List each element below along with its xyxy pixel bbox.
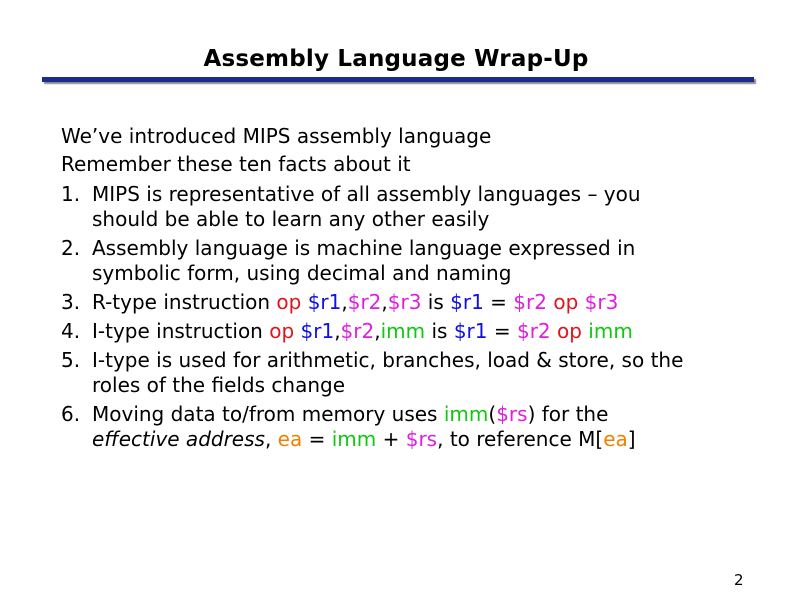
- comma: ,: [381, 290, 388, 314]
- fact-item-1: [61, 182, 761, 232]
- comma: ,: [374, 319, 381, 343]
- fact-item-2: [61, 236, 761, 286]
- register-r1-token: $r1: [453, 319, 488, 343]
- fact-item-6: [61, 402, 761, 452]
- fact-text-line: should be able to learn any other easily: [92, 207, 490, 231]
- fact-text-line: roles of the fields change: [92, 373, 346, 397]
- fact-item-3: [61, 290, 761, 315]
- ea-token: ea: [277, 427, 303, 451]
- slide-title: Assembly Language Wrap-Up: [203, 46, 589, 72]
- text-run: , to reference M[: [437, 427, 604, 451]
- page-number: 2: [734, 571, 744, 589]
- fact-number: 3.: [61, 290, 81, 314]
- text-run: ,: [264, 427, 278, 451]
- register-r3-token: $r3: [387, 290, 422, 314]
- text-run: is: [421, 290, 451, 314]
- slide-body: [61, 122, 761, 452]
- ea-token: ea: [603, 427, 628, 451]
- text-run: Moving data to/from memory uses: [92, 402, 444, 426]
- fact-number: 1.: [61, 182, 81, 206]
- comma: ,: [334, 319, 341, 343]
- text-run: +: [376, 427, 406, 451]
- fact-text-line: Assembly language is machine language expressed in: [92, 236, 636, 260]
- fact-text-line: symbolic form, using decimal and naming: [92, 261, 512, 285]
- text-run: I-type instruction: [92, 319, 270, 343]
- fact-text-line: MIPS is representative of all assembly languages – you: [92, 182, 641, 206]
- fact-number: 2.: [61, 236, 81, 260]
- fact-item-5: [61, 348, 761, 398]
- comma: ,: [341, 290, 348, 314]
- register-r1-token: $r1: [307, 290, 342, 314]
- text-run: =: [302, 427, 332, 451]
- title-divider: [42, 77, 754, 82]
- register-r1-token: $r1: [300, 319, 335, 343]
- register-r1-token: $r1: [450, 290, 484, 314]
- fact-text-line: [92, 402, 761, 427]
- fact-number: 6.: [61, 402, 81, 426]
- text-run: is: [425, 319, 454, 343]
- intro-line-1: We’ve introduced MIPS assembly language: [61, 124, 492, 148]
- fact-number: 4.: [61, 319, 81, 343]
- fact-text-line: [92, 319, 761, 344]
- fact-item-4: [61, 319, 761, 344]
- op-token: op: [557, 319, 582, 343]
- register-rs-token: $rs: [496, 402, 528, 426]
- text-run: =: [483, 290, 514, 314]
- imm-token: imm: [331, 427, 377, 451]
- paren: ): [527, 402, 536, 426]
- text-run: for the: [535, 402, 609, 426]
- intro-line-2: Remember these ten facts about it: [61, 152, 411, 176]
- register-r2-token: $r2: [347, 290, 382, 314]
- register-rs-token: $rs: [405, 427, 438, 451]
- register-r2-token: $r2: [340, 319, 375, 343]
- fact-text-line: [92, 427, 761, 452]
- effective-address-term: effective address: [92, 427, 265, 451]
- register-r3-token: $r3: [584, 290, 619, 314]
- op-token: op: [269, 319, 295, 343]
- register-r2-token: $r2: [516, 319, 551, 343]
- imm-token: imm: [443, 402, 489, 426]
- imm-token: imm: [588, 319, 633, 343]
- text-run: R-type instruction: [92, 290, 277, 314]
- op-token: op: [553, 290, 579, 314]
- text-run: =: [487, 319, 517, 343]
- fact-text-line: I-type is used for arithmetic, branches, load & store, so the: [92, 348, 684, 372]
- register-r2-token: $r2: [513, 290, 547, 314]
- text-run: ]: [627, 427, 636, 451]
- paren: (: [488, 402, 497, 426]
- imm-token: imm: [380, 319, 426, 343]
- fact-text-line: [92, 290, 761, 315]
- fact-number: 5.: [61, 348, 81, 372]
- op-token: op: [276, 290, 302, 314]
